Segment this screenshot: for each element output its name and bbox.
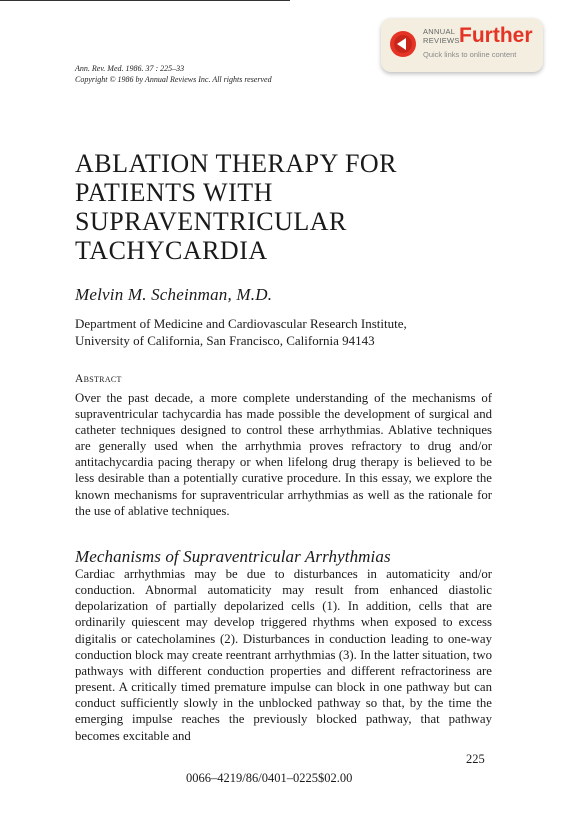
badge-subtitle: Quick links to online content	[423, 50, 517, 59]
section-heading: Mechanisms of Supraventricular Arrhythmias	[75, 547, 391, 566]
journal-citation: Ann. Rev. Med. 1986. 37 : 225–33	[75, 64, 185, 73]
header-rule	[0, 0, 290, 1]
section-body: Cardiac arrhythmias may be due to disturbances in automaticity and/or conduction. Abnormal automaticity may result from enhanced diastolic depolarization of partially depolarized cells (1). In addition, cells that are ordinarily quiescent may develop triggered rhythms when exposed to excess digitalis or catecholamines (2). Disturbances in conduction leading to one-way conduction block may create reentrant arrhythmias (3). In the latter situation, two pathways with different conduction properties and different refractoriness are present. A critically timed premature impulse can block in one pathway but can conduct sufficiently slowly in the unblocked pathway so that, by the time the emerging impulse reaches the previously blocked pathway, that pathway becomes excitable and	[75, 567, 492, 743]
title-line: SUPRAVENTRICULAR	[75, 207, 347, 236]
title-line: ABLATION THERAPY FOR	[75, 149, 398, 178]
article-code: 0066–4219/86/0401–0225$02.00	[186, 771, 353, 785]
page-number: 225	[466, 752, 485, 766]
author: Melvin M. Scheinman, M.D.	[75, 285, 273, 304]
affiliation-line: University of California, San Francisco, California 94143	[75, 333, 375, 348]
badge-reviews: REVIEWS	[423, 36, 460, 45]
article-title	[75, 149, 397, 265]
affiliation	[75, 315, 495, 349]
journal-citation-block	[75, 63, 272, 85]
journal-copyright: Copyright © 1986 by Annual Reviews Inc. All rights reserved	[75, 75, 272, 84]
affiliation-line: Department of Medicine and Cardiovascular Research Institute,	[75, 316, 407, 331]
abstract-text: Over the past decade, a more complete understanding of the mechanisms of supraventricular tachycardia has made possible the development of surgical and catheter techniques designed to control these arrhythmias. Ablative techniques are generally used when the arrhythmia proves refractory to drug and/or antitachycardia pacing therapy or when lifelong drug therapy is believed to be less desirable than a potentially curative procedure. In this essay, we explore the known mechanisms for supraventricular arrhythmias as well as the rationale for the use of ablative techniques.	[75, 391, 492, 518]
title-line: PATIENTS WITH	[75, 178, 273, 207]
further-badge[interactable]	[381, 18, 543, 72]
badge-further: Further	[459, 24, 533, 47]
arrow-left-circle-icon	[390, 31, 416, 57]
abstract-heading: Abstract	[75, 373, 122, 385]
title-line: TACHYCARDIA	[75, 236, 268, 265]
badge-annual: ANNUAL	[423, 27, 456, 36]
